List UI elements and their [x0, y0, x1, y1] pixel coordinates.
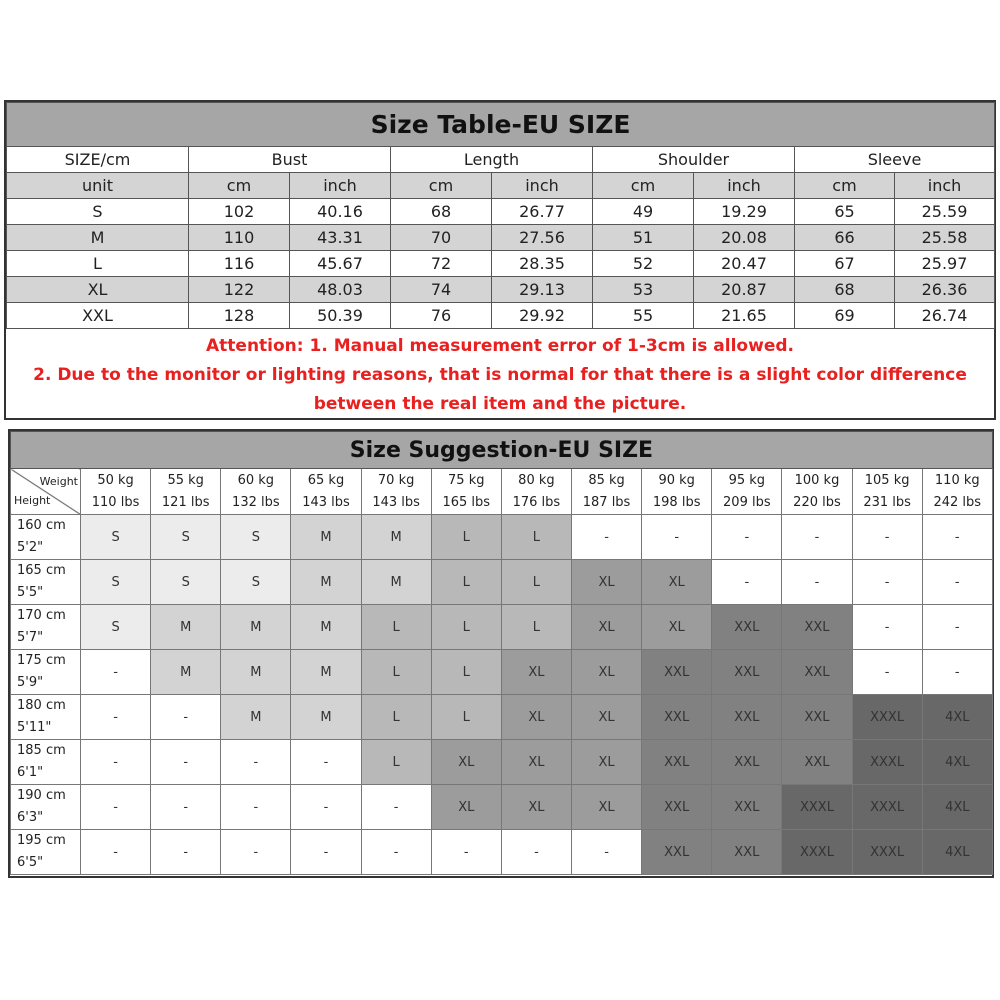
weight-lbs: 110 lbs	[91, 494, 140, 510]
height-ft: 5'2"	[17, 540, 44, 555]
value-cell: 25.97	[895, 251, 995, 277]
value-cell: 29.92	[492, 303, 593, 329]
unit-cm: cm	[189, 173, 290, 199]
size-suggestion-cell: XL	[571, 695, 641, 740]
size-suggestion-cell: -	[361, 830, 431, 875]
weight-kg: 55 kg	[167, 472, 204, 488]
size-suggestion-cell: L	[501, 605, 571, 650]
value-cell: 55	[593, 303, 694, 329]
notice-line: 2. Due to the monitor or lighting reasons, that is normal for that there is a slight color difference	[33, 365, 967, 385]
table-row	[11, 830, 993, 875]
notice-line: between the real item and the picture.	[313, 394, 687, 414]
size-suggestion-cell: S	[221, 515, 291, 560]
size-suggestion-cell: XXL	[642, 740, 712, 785]
group-header-length: Length	[391, 147, 593, 173]
size-suggestion-panel	[8, 429, 994, 878]
height-cm: 165 cm	[17, 563, 66, 578]
value-cell: 20.47	[694, 251, 795, 277]
size-suggestion-cell: XXL	[782, 650, 852, 695]
unit-label: unit	[7, 173, 189, 199]
size-suggestion-cell: -	[221, 740, 291, 785]
size-suggestion-cell: -	[782, 515, 852, 560]
size-suggestion-cell: S	[81, 515, 151, 560]
group-header-bust: Bust	[189, 147, 391, 173]
value-cell: 48.03	[290, 277, 391, 303]
size-suggestion-cell: M	[291, 560, 361, 605]
table-row	[11, 560, 993, 605]
size-suggestion-table	[10, 431, 993, 875]
height-cm: 185 cm	[17, 743, 66, 758]
size-suggestion-cell: XXXL	[782, 830, 852, 875]
table-row	[7, 251, 995, 277]
value-cell: 70	[391, 225, 492, 251]
group-header-shoulder: Shoulder	[593, 147, 795, 173]
table-row	[11, 695, 993, 740]
size-suggestion-cell: -	[151, 785, 221, 830]
size-suggestion-cell: XXXL	[852, 740, 922, 785]
weight-kg: 50 kg	[97, 472, 134, 488]
table-row	[7, 199, 995, 225]
corner-header	[11, 469, 81, 515]
weight-header	[642, 469, 712, 515]
size-suggestion-cell: -	[81, 740, 151, 785]
size-suggestion-cell: XL	[571, 605, 641, 650]
size-suggestion-cell: XL	[501, 650, 571, 695]
attention-notice	[6, 329, 994, 419]
value-cell: 72	[391, 251, 492, 277]
weight-header	[501, 469, 571, 515]
height-cm: 160 cm	[17, 518, 66, 533]
size-suggestion-cell: XXL	[712, 695, 782, 740]
size-suggestion-cell: M	[361, 515, 431, 560]
size-suggestion-cell: XL	[431, 785, 501, 830]
value-cell: 69	[795, 303, 895, 329]
size-suggestion-cell: -	[81, 785, 151, 830]
height-ft: 6'5"	[17, 855, 44, 870]
size-suggestion-cell: S	[221, 560, 291, 605]
table-row	[11, 740, 993, 785]
value-cell: 28.35	[492, 251, 593, 277]
size-table-title: Size Table-EU SIZE	[7, 103, 995, 147]
size-suggestion-cell: -	[922, 650, 992, 695]
weight-kg: 65 kg	[307, 472, 345, 488]
table-row	[11, 785, 993, 830]
value-cell: 49	[593, 199, 694, 225]
weight-kg: 60 kg	[237, 472, 275, 488]
weight-header	[571, 469, 641, 515]
size-suggestion-cell: XL	[501, 785, 571, 830]
size-suggestion-cell: M	[291, 605, 361, 650]
table-row	[7, 277, 995, 303]
weight-lbs: 143 lbs	[302, 494, 350, 510]
corner-weight-label: Weight	[39, 475, 78, 488]
value-cell: 26.77	[492, 199, 593, 225]
weight-lbs: 231 lbs	[863, 494, 911, 510]
size-suggestion-cell: XL	[642, 605, 712, 650]
value-cell: 19.29	[694, 199, 795, 225]
value-cell: 21.65	[694, 303, 795, 329]
weight-kg: 90 kg	[658, 472, 695, 488]
size-suggestion-cell: -	[712, 560, 782, 605]
weight-header	[361, 469, 431, 515]
size-suggestion-cell: -	[221, 785, 291, 830]
size-suggestion-cell: XXXL	[852, 695, 922, 740]
weight-lbs: 187 lbs	[582, 494, 631, 510]
size-cell: XXL	[7, 303, 189, 329]
height-header	[11, 605, 81, 650]
value-cell: 40.16	[290, 199, 391, 225]
weight-kg: 75 kg	[448, 472, 485, 488]
size-suggestion-cell: M	[151, 605, 221, 650]
height-ft: 6'1"	[17, 765, 44, 780]
size-suggestion-cell: L	[361, 740, 431, 785]
size-suggestion-cell: M	[291, 695, 361, 740]
size-suggestion-cell: XXL	[712, 740, 782, 785]
value-cell: 128	[189, 303, 290, 329]
height-cm: 170 cm	[17, 608, 66, 623]
weight-kg: 95 kg	[728, 472, 766, 488]
weight-lbs: 132 lbs	[232, 494, 280, 510]
height-ft: 5'11"	[17, 720, 52, 735]
size-suggestion-cell: L	[431, 695, 501, 740]
size-suggestion-cell: L	[501, 515, 571, 560]
value-cell: 51	[593, 225, 694, 251]
size-suggestion-cell: -	[782, 560, 852, 605]
value-cell: 20.08	[694, 225, 795, 251]
height-ft: 5'7"	[17, 630, 44, 645]
size-suggestion-cell: XXL	[712, 785, 782, 830]
size-suggestion-cell: XXL	[712, 650, 782, 695]
size-suggestion-cell: -	[852, 605, 922, 650]
size-suggestion-cell: 4XL	[922, 785, 992, 830]
height-header	[11, 515, 81, 560]
value-cell: 50.39	[290, 303, 391, 329]
value-cell: 66	[795, 225, 895, 251]
size-suggestion-cell: L	[361, 695, 431, 740]
size-suggestion-cell: XXL	[712, 605, 782, 650]
size-suggestion-cell: -	[852, 515, 922, 560]
value-cell: 26.74	[895, 303, 995, 329]
weight-header	[221, 469, 291, 515]
value-cell: 116	[189, 251, 290, 277]
weight-header	[852, 469, 922, 515]
value-cell: 29.13	[492, 277, 593, 303]
size-suggestion-cell: XL	[571, 785, 641, 830]
size-suggestion-cell: M	[291, 515, 361, 560]
height-header	[11, 785, 81, 830]
weight-lbs: 220 lbs	[793, 494, 841, 510]
size-suggestion-cell: -	[81, 830, 151, 875]
size-suggestion-cell: -	[151, 695, 221, 740]
size-suggestion-cell: S	[151, 515, 221, 560]
height-header	[11, 560, 81, 605]
value-cell: 65	[795, 199, 895, 225]
size-suggestion-cell: -	[431, 830, 501, 875]
size-suggestion-cell: L	[361, 605, 431, 650]
weight-lbs: 242 lbs	[933, 494, 982, 510]
size-suggestion-cell: XXL	[642, 695, 712, 740]
size-suggestion-cell: XL	[431, 740, 501, 785]
value-cell: 43.31	[290, 225, 391, 251]
unit-cm: cm	[593, 173, 694, 199]
size-suggestion-cell: L	[431, 560, 501, 605]
size-suggestion-cell: S	[81, 605, 151, 650]
height-cm: 175 cm	[17, 653, 66, 668]
height-cm: 195 cm	[17, 833, 66, 848]
size-suggestion-cell: XXL	[712, 830, 782, 875]
size-suggestion-cell: XL	[571, 740, 641, 785]
size-suggestion-cell: L	[431, 650, 501, 695]
size-cell: S	[7, 199, 189, 225]
size-suggestion-cell: M	[361, 560, 431, 605]
size-suggestion-cell: -	[151, 830, 221, 875]
size-suggestion-cell: -	[571, 515, 641, 560]
size-suggestion-cell: XXXL	[852, 830, 922, 875]
size-suggestion-cell: -	[852, 560, 922, 605]
size-table-panel	[4, 100, 996, 420]
size-suggestion-cell: -	[922, 560, 992, 605]
weight-header	[291, 469, 361, 515]
size-suggestion-cell: L	[501, 560, 571, 605]
size-suggestion-cell: M	[221, 695, 291, 740]
suggestion-title: Size Suggestion-EU SIZE	[11, 432, 993, 469]
weight-header	[922, 469, 992, 515]
table-row	[11, 650, 993, 695]
size-suggestion-cell: XXL	[642, 830, 712, 875]
value-cell: 25.58	[895, 225, 995, 251]
size-suggestion-cell: XXL	[642, 785, 712, 830]
weight-lbs: 121 lbs	[161, 494, 210, 510]
unit-inch: inch	[290, 173, 391, 199]
notice-line: Attention: 1. Manual measurement error of 1-3cm is allowed.	[206, 336, 794, 356]
height-ft: 5'5"	[17, 585, 44, 600]
size-cell: L	[7, 251, 189, 277]
size-suggestion-cell: XXXL	[782, 785, 852, 830]
weight-header	[782, 469, 852, 515]
weight-header	[712, 469, 782, 515]
size-suggestion-cell: L	[361, 650, 431, 695]
value-cell: 76	[391, 303, 492, 329]
size-cell: M	[7, 225, 189, 251]
size-suggestion-cell: -	[291, 830, 361, 875]
size-suggestion-cell: M	[221, 605, 291, 650]
size-suggestion-cell: -	[221, 830, 291, 875]
group-header-sleeve: Sleeve	[795, 147, 995, 173]
size-suggestion-cell: -	[81, 695, 151, 740]
unit-cm: cm	[795, 173, 895, 199]
value-cell: 122	[189, 277, 290, 303]
size-cell: XL	[7, 277, 189, 303]
corner-height-label: Height	[14, 494, 51, 507]
height-cm: 190 cm	[17, 788, 66, 803]
height-header	[11, 695, 81, 740]
value-cell: 102	[189, 199, 290, 225]
weight-lbs: 165 lbs	[442, 494, 491, 510]
size-suggestion-cell: XXXL	[852, 785, 922, 830]
size-suggestion-cell: M	[151, 650, 221, 695]
size-suggestion-cell: -	[81, 650, 151, 695]
value-cell: 26.36	[895, 277, 995, 303]
size-suggestion-cell: XL	[571, 650, 641, 695]
size-suggestion-cell: -	[712, 515, 782, 560]
size-suggestion-cell: -	[571, 830, 641, 875]
size-suggestion-cell: S	[151, 560, 221, 605]
weight-lbs: 198 lbs	[652, 494, 701, 510]
weight-kg: 85 kg	[588, 472, 625, 488]
size-suggestion-cell: L	[431, 515, 501, 560]
value-cell: 68	[391, 199, 492, 225]
size-suggestion-cell: L	[431, 605, 501, 650]
weight-kg: 110 kg	[934, 472, 980, 488]
value-cell: 74	[391, 277, 492, 303]
weight-header	[151, 469, 221, 515]
weight-header	[81, 469, 151, 515]
weight-lbs: 176 lbs	[512, 494, 561, 510]
weight-lbs: 143 lbs	[372, 494, 420, 510]
size-suggestion-cell: -	[291, 785, 361, 830]
unit-inch: inch	[492, 173, 593, 199]
value-cell: 53	[593, 277, 694, 303]
size-suggestion-cell: 4XL	[922, 695, 992, 740]
value-cell: 52	[593, 251, 694, 277]
size-suggestion-cell: 4XL	[922, 740, 992, 785]
size-header-label: SIZE/cm	[7, 147, 189, 173]
value-cell: 20.87	[694, 277, 795, 303]
size-suggestion-cell: -	[501, 830, 571, 875]
size-suggestion-cell: XL	[571, 560, 641, 605]
size-suggestion-cell: -	[852, 650, 922, 695]
size-suggestion-cell: M	[291, 650, 361, 695]
size-suggestion-cell: -	[642, 515, 712, 560]
weight-kg: 70 kg	[377, 472, 415, 488]
size-suggestion-cell: S	[81, 560, 151, 605]
table-row	[11, 605, 993, 650]
unit-cm: cm	[391, 173, 492, 199]
value-cell: 110	[189, 225, 290, 251]
table-row	[11, 515, 993, 560]
weight-header	[431, 469, 501, 515]
size-suggestion-cell: XXL	[782, 695, 852, 740]
value-cell: 68	[795, 277, 895, 303]
size-suggestion-cell: XL	[501, 740, 571, 785]
size-suggestion-cell: -	[922, 515, 992, 560]
value-cell: 67	[795, 251, 895, 277]
size-suggestion-cell: -	[361, 785, 431, 830]
weight-kg: 80 kg	[518, 472, 555, 488]
table-row	[7, 225, 995, 251]
height-header	[11, 740, 81, 785]
size-suggestion-cell: XL	[501, 695, 571, 740]
height-cm: 180 cm	[17, 698, 66, 713]
size-suggestion-cell: -	[151, 740, 221, 785]
size-suggestion-cell: 4XL	[922, 830, 992, 875]
height-header	[11, 830, 81, 875]
value-cell: 27.56	[492, 225, 593, 251]
height-ft: 5'9"	[17, 675, 44, 690]
height-ft: 6'3"	[17, 810, 44, 825]
size-suggestion-cell: M	[221, 650, 291, 695]
size-suggestion-cell: XXL	[782, 740, 852, 785]
size-suggestion-cell: XXL	[782, 605, 852, 650]
weight-kg: 100 kg	[794, 472, 840, 488]
size-suggestion-cell: -	[291, 740, 361, 785]
unit-inch: inch	[895, 173, 995, 199]
value-cell: 25.59	[895, 199, 995, 225]
weight-kg: 105 kg	[864, 472, 910, 488]
size-suggestion-cell: XXL	[642, 650, 712, 695]
table-row	[7, 303, 995, 329]
size-suggestion-cell: XL	[642, 560, 712, 605]
size-suggestion-cell: -	[922, 605, 992, 650]
weight-lbs: 209 lbs	[723, 494, 771, 510]
size-table	[6, 102, 995, 329]
value-cell: 45.67	[290, 251, 391, 277]
unit-inch: inch	[694, 173, 795, 199]
height-header	[11, 650, 81, 695]
